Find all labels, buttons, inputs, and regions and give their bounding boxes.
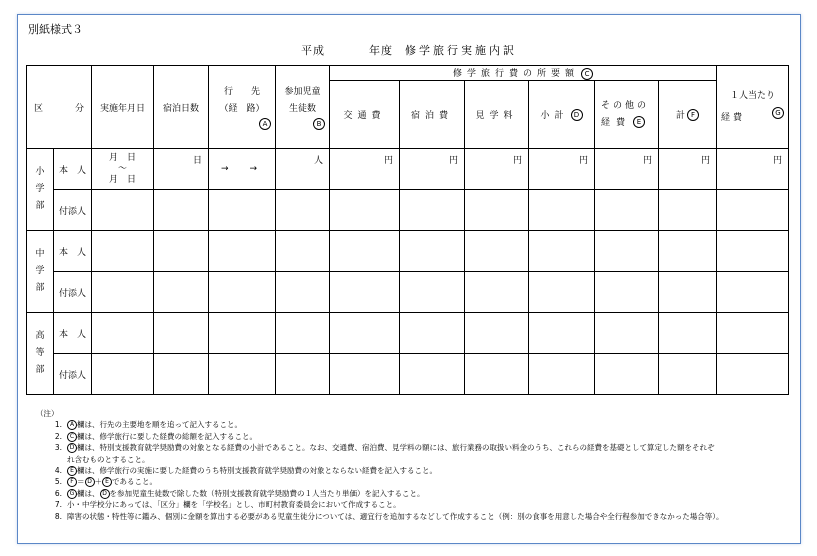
mark-a-icon: A <box>259 118 271 130</box>
note-item: 4. E 欄は、修学旅行の実施に要した経費のうち特別支援教育就学奨励費の対象とならない経費を記入すること。 <box>54 466 437 476</box>
table-cell[interactable] <box>717 190 789 231</box>
table-cell[interactable] <box>465 354 529 395</box>
per-person-cell[interactable]: 円 <box>717 149 789 190</box>
row-label: 本 人 <box>54 149 92 190</box>
date-cell[interactable]: 月 日 〜 月 日 <box>92 149 154 190</box>
header-lodging: 宿泊費 <box>400 81 465 149</box>
table-cell[interactable] <box>209 354 276 395</box>
table-cell[interactable] <box>276 272 330 313</box>
table-cell[interactable] <box>92 190 154 231</box>
mark-c-icon: C <box>581 68 593 80</box>
table-cell[interactable] <box>717 354 789 395</box>
table-cell[interactable] <box>465 313 529 354</box>
mark-f-icon: F <box>67 477 77 487</box>
table-cell[interactable] <box>400 272 465 313</box>
expense-table <box>26 65 789 395</box>
row-label: 本 人 <box>54 231 92 272</box>
form-title <box>18 42 800 58</box>
participants-cell[interactable]: 人 <box>276 149 330 190</box>
row-label: 付添人 <box>54 354 92 395</box>
table-cell[interactable] <box>92 354 154 395</box>
nights-cell[interactable]: 日 <box>154 149 209 190</box>
table-cell[interactable] <box>595 231 659 272</box>
header-sightseeing: 見学料 <box>465 81 529 149</box>
table-cell[interactable] <box>595 190 659 231</box>
title-year-suffix: 年度 <box>369 44 393 57</box>
row-label: 本 人 <box>54 313 92 354</box>
sightseeing-cell[interactable]: 円 <box>465 149 529 190</box>
mark-d-icon: D <box>100 489 110 499</box>
table-cell[interactable] <box>92 272 154 313</box>
row-label: 付添人 <box>54 272 92 313</box>
note-item: 3. D 欄は、特別支援教育就学奨励費の対象となる経費の小計であること。なお、交通費、宿泊費、見学料の額には、旅行業務の取扱い料金のうち、これらの経費を基礎として算定した額をそれぞ <box>54 443 715 453</box>
table-cell[interactable] <box>717 231 789 272</box>
table-cell[interactable] <box>659 313 717 354</box>
table-cell[interactable] <box>209 272 276 313</box>
mark-a-icon: A <box>67 420 77 430</box>
table-cell[interactable] <box>717 272 789 313</box>
table-cell[interactable] <box>330 313 400 354</box>
table-cell[interactable] <box>465 231 529 272</box>
mark-g-icon: G <box>772 107 784 119</box>
table-cell[interactable] <box>92 313 154 354</box>
title-era: 平成 <box>301 44 325 57</box>
total-cell[interactable]: 円 <box>659 149 717 190</box>
header-nights: 宿泊日数 <box>154 66 209 149</box>
note-item: 8. 障害の状態・特性等に鑑み、個別に金額を算出する必要がある児童生徒分については、適宜行を追加するなどして作成すること（例：別の食事を用意した場合や全行程参加できなかった場合等）。 <box>54 511 724 521</box>
table-cell[interactable] <box>595 272 659 313</box>
subtotal-cell[interactable]: 円 <box>529 149 595 190</box>
table-cell[interactable] <box>330 272 400 313</box>
note-item: 2. C 欄は、修学旅行に要した経費の総額を記入すること。 <box>54 431 257 441</box>
school-label: 小 学 部 <box>27 149 54 231</box>
header-category: 区 分 <box>27 66 92 149</box>
note-item: 1. A 欄は、行先の主要地を順を追って記入すること。 <box>54 420 242 430</box>
mark-e-icon: E <box>633 116 645 128</box>
header-date: 実施年月日 <box>92 66 154 149</box>
table-cell[interactable] <box>659 272 717 313</box>
table-cell[interactable] <box>276 354 330 395</box>
note-continuation: れ含むものとすること。 <box>67 454 150 464</box>
table-cell[interactable] <box>400 313 465 354</box>
other-cell[interactable]: 円 <box>595 149 659 190</box>
notes-section <box>36 408 798 522</box>
form-label: 別紙様式３ <box>28 23 83 36</box>
table-cell[interactable] <box>465 190 529 231</box>
mark-d-icon: D <box>571 109 583 121</box>
school-label: 中 学 部 <box>27 231 54 313</box>
notes-heading: （注） <box>36 409 59 418</box>
mark-b-icon: B <box>313 118 325 130</box>
table-cell[interactable] <box>529 190 595 231</box>
mark-d-icon: D <box>67 443 77 453</box>
table-cell[interactable] <box>659 190 717 231</box>
transport-cell[interactable]: 円 <box>330 149 400 190</box>
table-cell[interactable] <box>595 354 659 395</box>
header-subtotal: 小計 D <box>529 81 595 149</box>
title-name: 修学旅行実施内訳 <box>405 44 517 57</box>
table-cell[interactable] <box>330 354 400 395</box>
header-total: 計 F <box>659 81 717 149</box>
table-cell[interactable] <box>209 231 276 272</box>
header-participants: 参加児童 生徒数 B <box>276 66 330 149</box>
table-cell[interactable] <box>154 272 209 313</box>
table-cell[interactable] <box>529 272 595 313</box>
table-cell[interactable] <box>209 313 276 354</box>
table-cell[interactable] <box>330 231 400 272</box>
mark-d-icon: D <box>85 477 95 487</box>
table-cell[interactable] <box>400 231 465 272</box>
header-expenses-group: 修学旅行費の所要額 C <box>330 66 717 81</box>
header-other: その他の 経費 E <box>595 81 659 149</box>
table-cell[interactable] <box>276 231 330 272</box>
school-label: 高 等 部 <box>27 313 54 395</box>
form-page <box>17 14 801 544</box>
table-cell[interactable] <box>209 190 276 231</box>
note-item: 5. F ＝ D ＋ E であること。 <box>54 477 157 487</box>
mark-c-icon: C <box>67 432 77 442</box>
lodging-cell[interactable]: 円 <box>400 149 465 190</box>
mark-g-icon: G <box>67 489 77 499</box>
header-destination: 行 先 （経 路） A <box>209 66 276 149</box>
table-cell[interactable] <box>154 313 209 354</box>
table-cell[interactable] <box>154 354 209 395</box>
table-cell[interactable] <box>595 313 659 354</box>
table-cell[interactable] <box>529 231 595 272</box>
destination-cell[interactable]: → → <box>209 149 276 190</box>
header-per-person: １人当たり 経費 G <box>717 66 789 149</box>
table-cell[interactable] <box>400 354 465 395</box>
header-transport: 交通費 <box>330 81 400 149</box>
table-cell[interactable] <box>529 354 595 395</box>
table-cell[interactable] <box>276 313 330 354</box>
table-cell[interactable] <box>276 190 330 231</box>
table-cell[interactable] <box>717 313 789 354</box>
mark-e-icon: E <box>67 466 77 476</box>
table-cell[interactable] <box>659 231 717 272</box>
table-cell[interactable] <box>92 231 154 272</box>
table-cell[interactable] <box>154 231 209 272</box>
row-label: 付添人 <box>54 190 92 231</box>
note-item: 6. G 欄は、 D を参加児童生徒数で除した数（特別支援教育就学奨励費の１人当たり単価）を記入すること。 <box>54 488 425 498</box>
mark-f-icon: F <box>687 109 699 121</box>
mark-e-icon: E <box>102 477 112 487</box>
note-item: 7. 小・中学校分にあっては、「区分」欄を「学校名」とし、市町村教育委員会において作成すること。 <box>54 500 401 510</box>
table-cell[interactable] <box>330 190 400 231</box>
table-cell[interactable] <box>400 190 465 231</box>
table-cell[interactable] <box>154 190 209 231</box>
table-cell[interactable] <box>659 354 717 395</box>
table-cell[interactable] <box>529 313 595 354</box>
table-cell[interactable] <box>465 272 529 313</box>
